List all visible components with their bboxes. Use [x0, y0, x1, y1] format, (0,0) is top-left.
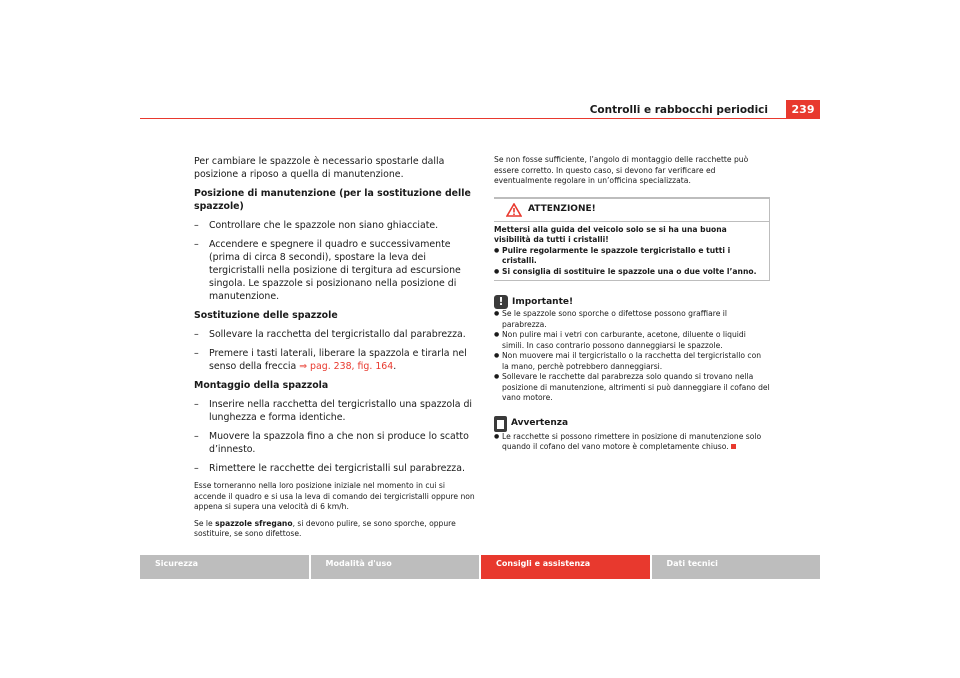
- warning-body: [494, 222, 769, 278]
- important-bullet: ● Se le spazzole sono sporche o difettose possono graffiare il parabrezza.: [494, 309, 770, 330]
- chapter-title: Controlli e rabbocchi periodici: [589, 104, 768, 116]
- warning-title: ATTENZIONE!: [528, 204, 596, 215]
- note-bold: spazzole sfregano: [215, 518, 293, 528]
- important-bullet: ● Non muovere mai il tergicristallo o la racchetta del tergicristallo con la mano, perchè potrebbero danneggiarsi.: [494, 351, 770, 372]
- exclamation-icon: !: [494, 295, 508, 309]
- step-item: – Muovere la spazzola fino a che non si produce lo scatto d’innesto.: [194, 430, 479, 456]
- intro-paragraph: Se non fosse sufficiente, l’angolo di montaggio delle racchette può essere corretto. In questo caso, si devono far verificare ed eventualmente regolare in un’officina specializzata.: [494, 155, 749, 185]
- footer-nav: [140, 555, 820, 579]
- note-bullet: [494, 432, 770, 453]
- step-item: [194, 347, 479, 373]
- step-item: – Sollevare la racchetta del tergicristallo dal parabrezza.: [194, 328, 479, 341]
- important-header: [494, 295, 770, 309]
- page-number: 239: [786, 100, 820, 119]
- footer-tab-operation[interactable]: Modalità d'uso: [311, 555, 480, 579]
- note-paragraph: Esse torneranno nella loro posizione iniziale nel momento in cui si accende il quadro e si usa la leva di comando dei tergicristalli oppure non appena si supera una velocità di 6 km/h.: [194, 481, 475, 511]
- section-heading-maintenance-position: Posizione di manutenzione (per la sostituzione delle spazzole): [194, 188, 471, 212]
- note-suffix: , si devono pulire, se sono sporche, oppure sostituire, se sono difettose.: [194, 518, 456, 538]
- note-prefix: Se le: [194, 518, 213, 528]
- header-divider: [140, 118, 820, 119]
- warning-text: Mettersi alla guida del veicolo solo se si ha una buona visibilità da tutti i cristalli!: [494, 224, 727, 244]
- important-title: Importante!: [512, 296, 574, 307]
- footer-tab-advice[interactable]: Consigli e assistenza: [481, 555, 650, 579]
- footer-tab-technical-data[interactable]: Dati tecnici: [652, 555, 821, 579]
- note-bullet-text: Le racchette si possono rimettere in posizione di manutenzione solo quando il cofano del vano motore è completamente chiuso.: [502, 431, 762, 451]
- important-bullet: ● Sollevare le racchette dal parabrezza solo quando si trovano nella posizione di manutenzione, altrimenti si può danneggiare il cofano del vano motore.: [494, 372, 770, 404]
- section-heading-mounting: Montaggio della spazzola: [194, 380, 329, 391]
- end-of-section-icon: [731, 444, 736, 449]
- note-title: Avvertenza: [511, 418, 569, 429]
- step-text: Premere i tasti laterali, liberare la spazzola e tirarla nel senso della freccia: [209, 348, 467, 372]
- step-item: – Accendere e spegnere il quadro e successivamente (prima di circa 8 secondi), spostare la leva dei tergicristalli nella posizione di tergitura ad escursione singola. Le spazzole si posizionano nella posizione di manutenzione.: [194, 238, 479, 303]
- left-column: [194, 155, 479, 546]
- note-header: [494, 416, 770, 432]
- step-item: – Rimettere le racchette dei tergicristalli sul parabrezza.: [194, 462, 479, 475]
- step-item: – Inserire nella racchetta del tergicristallo una spazzola di lunghezza e forma identiche.: [194, 398, 479, 424]
- page-reference-link[interactable]: ⇒ pag. 238, fig. 164: [299, 361, 394, 372]
- section-heading-replacement: Sostituzione delle spazzole: [194, 310, 338, 321]
- warning-header: [494, 199, 769, 222]
- note-paragraph: [194, 519, 479, 540]
- intro-paragraph: Per cambiare le spazzole è necessario spostarle dalla posizione a riposo a quella di manutenzione.: [194, 156, 445, 180]
- important-bullet: ● Non pulire mai i vetri con carburante, acetone, diluente o liquidi simili. In caso contrario possono danneggiarsi le spazzole.: [494, 330, 770, 351]
- warning-bullet: ● Pulire regolarmente le spazzole tergicristallo e tutti i cristalli.: [494, 246, 765, 267]
- right-column: [494, 155, 770, 453]
- warning-triangle-icon: [506, 203, 522, 217]
- step-item: – Controllare che le spazzole non siano ghiacciate.: [194, 219, 479, 232]
- clipboard-icon: [494, 416, 507, 432]
- warning-bullet: ● Si consiglia di sostituire le spazzole una o due volte l’anno.: [494, 267, 765, 278]
- step-text-end: .: [393, 361, 397, 372]
- warning-box: [494, 197, 770, 282]
- footer-tab-safety[interactable]: Sicurezza: [140, 555, 309, 579]
